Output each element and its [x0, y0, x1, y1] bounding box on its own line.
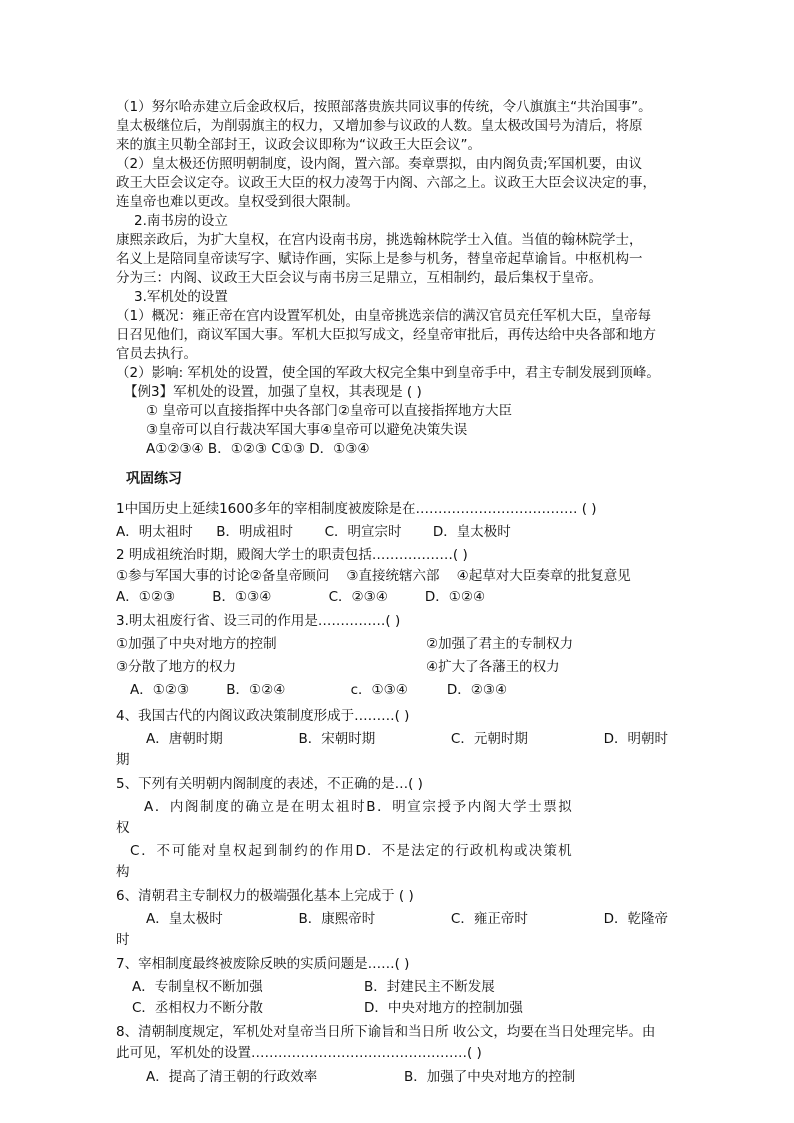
subheading: 3.军机处的设置: [134, 289, 228, 305]
example-item: ③皇帝可以自行裁决军国大事④皇帝可以避免决策失误: [146, 422, 468, 438]
question-8-option-b: B．加强了中央对地方的控制: [404, 1069, 576, 1085]
option-d: D．乾隆帝: [603, 911, 668, 927]
item-1-2: ①参与军国大事的讨论②备皇帝顾问: [116, 568, 330, 584]
option-a: A．①②③: [130, 682, 190, 698]
wrapped-text: 期: [116, 752, 130, 768]
question-7-option-a: A．专制皇权不断加强: [132, 979, 263, 995]
option-b: B．①②④: [226, 682, 286, 698]
option-b: B．宋朝时期: [298, 731, 376, 747]
question-7: 7、宰相制度最终被废除反映的实质问题是……( ): [116, 956, 410, 972]
paragraph-line: 政王大臣会议定夺。议政王大臣的权力凌驾于内阁、六部之上。议政王大臣会议决定的事，: [116, 175, 656, 191]
question-3: 3.明太祖废行省、设三司的作用是……………( ): [116, 613, 401, 629]
question-1: 1中国历史上延续1600多年的宰相制度被废除是在……………………………… ( ): [116, 501, 597, 517]
option-a: A．明太祖时: [116, 524, 193, 540]
option-b: B．①③④: [212, 589, 272, 605]
question-5-options-row-2: [130, 842, 573, 861]
option-d: D．明朝时: [603, 731, 668, 747]
question-3-item-3: ③分散了地方的权力: [116, 659, 237, 675]
paragraph-line: 名义上是陪同皇帝读写字、赋诗作画，实际上是参与机务，替皇帝起草谕旨。中枢机构一: [116, 251, 643, 267]
question-3-options: [130, 681, 507, 700]
wrapped-text: 权: [116, 820, 130, 836]
question-8-continued: 此可见，军机处的设置…………………………………………( ): [116, 1045, 482, 1061]
option-c: C．不可能对皇权起到制约的作用: [130, 843, 356, 859]
option-b: B．康熙帝时: [298, 911, 376, 927]
paragraph-line: 连皇帝也难以更改。皇权受到很大限制。: [116, 194, 359, 210]
paragraph-line: 日召见他们，商议军国大事。军机大臣拟写成文，经皇帝审批后，再传达给中央各部和地方: [116, 327, 656, 343]
question-7-option-b: B．封建民主不断发展: [364, 979, 495, 995]
option-a: A．唐朝时期: [146, 731, 223, 747]
question-4: 4、我国古代的内阁议政决策制度形成于………( ): [116, 708, 410, 724]
paragraph-line: 皇太极继位后，为削弱旗主的权力，又增加参与议政的人数。皇太极改国号为清后，将原: [116, 118, 643, 134]
option-c: c．①③④: [350, 682, 408, 698]
option-c: C．②③④: [328, 589, 388, 605]
option-b: B．明成祖时: [216, 524, 294, 540]
subheading: 2.南书房的设立: [134, 213, 228, 229]
example-options: A①②③④ B．①②③ C①③ D．①③④: [146, 441, 370, 457]
wrapped-text: 时: [116, 932, 130, 948]
question-5-options-row-1: [144, 798, 573, 817]
wrapped-text: 构: [116, 864, 130, 880]
question-6-options: [146, 910, 668, 929]
paragraph-line: （1）概况：雍正帝在宫内设置军机处，由皇帝挑选亲信的满汉官员充任军机大臣，皇帝每: [116, 308, 652, 324]
option-d: D．②③④: [446, 682, 508, 698]
item-3: ③直接统辖六部: [346, 568, 440, 584]
question-6: 6、清朝君主专制权力的极端强化基本上完成于 ( ): [116, 888, 414, 904]
question-4-options: [146, 730, 668, 749]
question-1-options: [116, 523, 511, 542]
paragraph-line: （1）努尔哈赤建立后金政权后，按照部落贵族共同议事的传统，令八旗旗主“共治国事”。: [116, 99, 652, 115]
paragraph-line: 官员去执行。: [116, 346, 197, 362]
paragraph-line: 来的旗主贝勒全部封王，议政会议即称为“议政王大臣会议”。: [116, 137, 481, 153]
question-3-item-4: ④扩大了各藩王的权力: [426, 659, 560, 675]
practice-heading: 巩固练习: [126, 471, 182, 487]
question-3-item-2: ②加强了君主的专制权力: [426, 636, 574, 652]
item-4: ④起草对大臣奏章的批复意见: [456, 568, 631, 584]
paragraph-line: （2）影响: 军机处的设置，使全国的军政大权完全集中到皇帝手中，君主专制发展到顶峰。: [116, 365, 660, 381]
paragraph-line: 康熙亲政后，为扩大皇权，在宫内设南书房，挑选翰林院学士入值。当值的翰林院学士，: [116, 232, 643, 248]
option-a: A．①②③: [116, 589, 176, 605]
paragraph-line: 分为三：内阁、议政王大臣会议与南书房三足鼎立，互相制约，最后集权于皇帝。: [116, 270, 602, 286]
option-d: D．①②④: [424, 589, 486, 605]
option-a: A．皇太极时: [146, 911, 223, 927]
question-2-items: [116, 567, 631, 586]
question-8: 8、清朝制度规定，军机处对皇帝当日所下谕旨和当日所 收公文，均要在当日处理完毕。由: [116, 1024, 656, 1040]
option-d: D．皇太极时: [432, 524, 511, 540]
question-2: 2 明成祖统治时期，殿阁大学士的职责包括………………( ): [116, 547, 468, 563]
question-7-option-d: D．中央对地方的控制加强: [364, 1000, 523, 1016]
example-question: 【例3】军机处的设置，加强了皇权，其表现是 ( ): [124, 384, 422, 400]
option-c: C．元朝时期: [450, 731, 528, 747]
option-a: A．内阁制度的确立是在明太祖时: [144, 799, 367, 815]
question-2-options: [116, 588, 485, 607]
question-3-item-1: ①加强了中央对地方的控制: [116, 636, 277, 652]
paragraph-line: （2）皇太极还仿照明朝制度，设内阁，置六部。奏章票拟，由内阁负责;军国机要，由议: [116, 156, 643, 172]
option-d: D．不是法定的行政机构或决策机: [355, 843, 573, 859]
example-item: ① 皇帝可以直接指挥中央各部门②皇帝可以直接指挥地方大臣: [146, 403, 512, 419]
question-8-option-a: A．提高了清王朝的行政效率: [146, 1069, 318, 1085]
option-c: C．明宣宗时: [324, 524, 402, 540]
question-5: 5、下列有关明朝内阁制度的表述，不正确的是…( ): [116, 776, 423, 792]
option-b: B．明宣宗授予内阁大学士票拟: [366, 799, 574, 815]
question-7-option-c: C．丞相权力不断分散: [132, 1000, 263, 1016]
option-c: C．雍正帝时: [450, 911, 528, 927]
